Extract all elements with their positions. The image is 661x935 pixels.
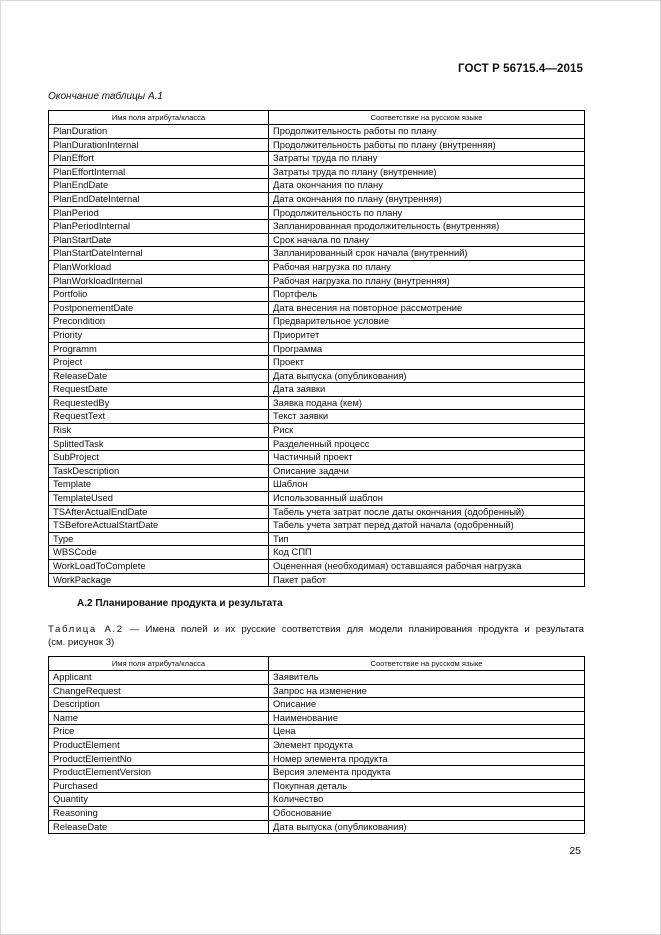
field-name-cell: PlanEffortInternal <box>49 165 269 179</box>
field-name-cell: Risk <box>49 424 269 438</box>
russian-equivalent-cell: Элемент продукта <box>269 738 585 752</box>
table-header-row <box>49 657 585 671</box>
field-name-cell: ChangeRequest <box>49 684 269 698</box>
field-name-cell: Project <box>49 356 269 370</box>
russian-equivalent-cell: Продолжительность по плану <box>269 206 585 220</box>
table-row <box>49 532 585 546</box>
russian-equivalent-cell: Запланированный срок начала (внутренний) <box>269 247 585 261</box>
field-name-cell: PlanEffort <box>49 152 269 166</box>
table-row <box>49 356 585 370</box>
russian-equivalent-cell: Заявитель <box>269 671 585 685</box>
page-number: 25 <box>569 845 581 857</box>
russian-equivalent-cell: Дата внесения на повторное рассмотрение <box>269 301 585 315</box>
russian-equivalent-cell: Тип <box>269 532 585 546</box>
russian-equivalent-cell: Продолжительность работы по плану (внутренняя) <box>269 138 585 152</box>
field-name-cell: Template <box>49 478 269 492</box>
russian-equivalent-cell: Количество <box>269 793 585 807</box>
table-row <box>49 573 585 587</box>
field-name-cell: TemplateUsed <box>49 492 269 506</box>
table-row <box>49 546 585 560</box>
field-name-cell: Programm <box>49 342 269 356</box>
table-row <box>49 820 585 834</box>
field-name-cell: Precondition <box>49 315 269 329</box>
field-name-cell: Name <box>49 711 269 725</box>
russian-equivalent-cell: Частичный проект <box>269 451 585 465</box>
table-row <box>49 437 585 451</box>
table-2-caption <box>48 623 584 649</box>
russian-equivalent-cell: Предварительное условие <box>269 315 585 329</box>
table-row <box>49 288 585 302</box>
field-name-cell: Price <box>49 725 269 739</box>
field-name-cell: ProductElementVersion <box>49 766 269 780</box>
field-name-cell: ProductElementNo <box>49 752 269 766</box>
table-row <box>49 505 585 519</box>
table-header-row <box>49 111 585 125</box>
table-1-caption: Окончание таблицы А.1 <box>48 91 163 102</box>
field-name-cell: PlanStartDateInternal <box>49 247 269 261</box>
russian-equivalent-cell: Описание задачи <box>269 464 585 478</box>
table-row <box>49 451 585 465</box>
russian-equivalent-cell: Дата выпуска (опубликования) <box>269 820 585 834</box>
field-name-cell: PlanDurationInternal <box>49 138 269 152</box>
russian-equivalent-cell: Заявка подана (кем) <box>269 396 585 410</box>
table-row <box>49 671 585 685</box>
column-header-field-name: Имя поля атрибута/класса <box>49 111 269 125</box>
russian-equivalent-cell: Запланированная продолжительность (внутренняя) <box>269 220 585 234</box>
table-row <box>49 684 585 698</box>
standard-header: ГОСТ Р 56715.4—2015 <box>458 63 583 75</box>
field-name-cell: WorkLoadToComplete <box>49 560 269 574</box>
table-row <box>49 247 585 261</box>
column-header-russian: Соответствие на русском языке <box>269 111 585 125</box>
table-row <box>49 711 585 725</box>
russian-equivalent-cell: Описание <box>269 698 585 712</box>
table-row <box>49 519 585 533</box>
table-row <box>49 369 585 383</box>
field-name-cell: PlanDuration <box>49 125 269 139</box>
section-heading: А.2 Планирование продукта и результата <box>77 598 283 609</box>
table-row <box>49 383 585 397</box>
table-row <box>49 793 585 807</box>
table-row <box>49 328 585 342</box>
russian-equivalent-cell: Портфель <box>269 288 585 302</box>
table-row <box>49 464 585 478</box>
field-name-cell: PlanWorkloadInternal <box>49 274 269 288</box>
russian-equivalent-cell: Покупная деталь <box>269 779 585 793</box>
russian-equivalent-cell: Рабочая нагрузка по плану <box>269 260 585 274</box>
field-name-cell: PlanEndDateInternal <box>49 192 269 206</box>
attribute-table-a2 <box>48 656 585 834</box>
table-row <box>49 206 585 220</box>
table-row <box>49 766 585 780</box>
field-name-cell: SplittedTask <box>49 437 269 451</box>
table-2-caption-line2: (см. рисунок 3) <box>48 637 115 648</box>
table-row <box>49 179 585 193</box>
field-name-cell: RequestedBy <box>49 396 269 410</box>
russian-equivalent-cell: Шаблон <box>269 478 585 492</box>
table-row <box>49 806 585 820</box>
russian-equivalent-cell: Цена <box>269 725 585 739</box>
russian-equivalent-cell: Проект <box>269 356 585 370</box>
table-row <box>49 301 585 315</box>
table-row <box>49 342 585 356</box>
russian-equivalent-cell: Затраты труда по плану (внутренние) <box>269 165 585 179</box>
russian-equivalent-cell: Табель учета затрат перед датой начала (одобренный) <box>269 519 585 533</box>
field-name-cell: Portfolio <box>49 288 269 302</box>
field-name-cell: PlanPeriod <box>49 206 269 220</box>
table-row <box>49 560 585 574</box>
field-name-cell: Priority <box>49 328 269 342</box>
russian-equivalent-cell: Наименование <box>269 711 585 725</box>
russian-equivalent-cell: Текст заявки <box>269 410 585 424</box>
table-row <box>49 192 585 206</box>
russian-equivalent-cell: Обоснование <box>269 806 585 820</box>
field-name-cell: PlanWorkload <box>49 260 269 274</box>
field-name-cell: Applicant <box>49 671 269 685</box>
russian-equivalent-cell: Продолжительность работы по плану <box>269 125 585 139</box>
russian-equivalent-cell: Срок начала по плану <box>269 233 585 247</box>
field-name-cell: ReleaseDate <box>49 369 269 383</box>
field-name-cell: PlanPeriodInternal <box>49 220 269 234</box>
table-2-caption-line1 <box>48 623 584 636</box>
field-name-cell: TSBeforeActualStartDate <box>49 519 269 533</box>
table-row <box>49 152 585 166</box>
column-header-field-name: Имя поля атрибута/класса <box>49 657 269 671</box>
russian-equivalent-cell: Риск <box>269 424 585 438</box>
field-name-cell: WorkPackage <box>49 573 269 587</box>
field-name-cell: ReleaseDate <box>49 820 269 834</box>
table-row <box>49 233 585 247</box>
russian-equivalent-cell: Версия элемента продукта <box>269 766 585 780</box>
field-name-cell: TSAfterActualEndDate <box>49 505 269 519</box>
table-row <box>49 478 585 492</box>
russian-equivalent-cell: Запрос на изменение <box>269 684 585 698</box>
table-row <box>49 698 585 712</box>
field-name-cell: SubProject <box>49 451 269 465</box>
russian-equivalent-cell: Приоритет <box>269 328 585 342</box>
russian-equivalent-cell: Дата выпуска (опубликования) <box>269 369 585 383</box>
table-row <box>49 779 585 793</box>
russian-equivalent-cell: Использованный шаблон <box>269 492 585 506</box>
russian-equivalent-cell: Номер элемента продукта <box>269 752 585 766</box>
field-name-cell: PostponementDate <box>49 301 269 315</box>
russian-equivalent-cell: Разделенный процесс <box>269 437 585 451</box>
russian-equivalent-cell: Рабочая нагрузка по плану (внутренняя) <box>269 274 585 288</box>
field-name-cell: RequestText <box>49 410 269 424</box>
field-name-cell: TaskDescription <box>49 464 269 478</box>
russian-equivalent-cell: Программа <box>269 342 585 356</box>
field-name-cell: PlanStartDate <box>49 233 269 247</box>
russian-equivalent-cell: Дата окончания по плану <box>269 179 585 193</box>
table-2-caption-text: — Имена полей и их русские соответствия для модели планирования продукта и результата <box>123 624 585 635</box>
field-name-cell: PlanEndDate <box>49 179 269 193</box>
field-name-cell: Description <box>49 698 269 712</box>
table-2-caption-label: Таблица А.2 <box>48 624 124 635</box>
field-name-cell: Reasoning <box>49 806 269 820</box>
table-row <box>49 424 585 438</box>
russian-equivalent-cell: Пакет работ <box>269 573 585 587</box>
table-row <box>49 738 585 752</box>
field-name-cell: Type <box>49 532 269 546</box>
table-row <box>49 125 585 139</box>
russian-equivalent-cell: Оцененная (необходимая) оставшаяся рабочая нагрузка <box>269 560 585 574</box>
field-name-cell: WBSCode <box>49 546 269 560</box>
table-row <box>49 396 585 410</box>
table-row <box>49 260 585 274</box>
russian-equivalent-cell: Табель учета затрат после даты окончания (одобренный) <box>269 505 585 519</box>
field-name-cell: RequestDate <box>49 383 269 397</box>
russian-equivalent-cell: Код СПП <box>269 546 585 560</box>
table-row <box>49 220 585 234</box>
field-name-cell: Purchased <box>49 779 269 793</box>
russian-equivalent-cell: Дата окончания по плану (внутренняя) <box>269 192 585 206</box>
table-row <box>49 274 585 288</box>
russian-equivalent-cell: Затраты труда по плану <box>269 152 585 166</box>
attribute-table-a1 <box>48 110 585 587</box>
column-header-russian: Соответствие на русском языке <box>269 657 585 671</box>
table-row <box>49 410 585 424</box>
table-row <box>49 138 585 152</box>
table-row <box>49 492 585 506</box>
table-row <box>49 752 585 766</box>
table-row <box>49 315 585 329</box>
table-row <box>49 725 585 739</box>
field-name-cell: ProductElement <box>49 738 269 752</box>
field-name-cell: Quantity <box>49 793 269 807</box>
russian-equivalent-cell: Дата заявки <box>269 383 585 397</box>
table-row <box>49 165 585 179</box>
